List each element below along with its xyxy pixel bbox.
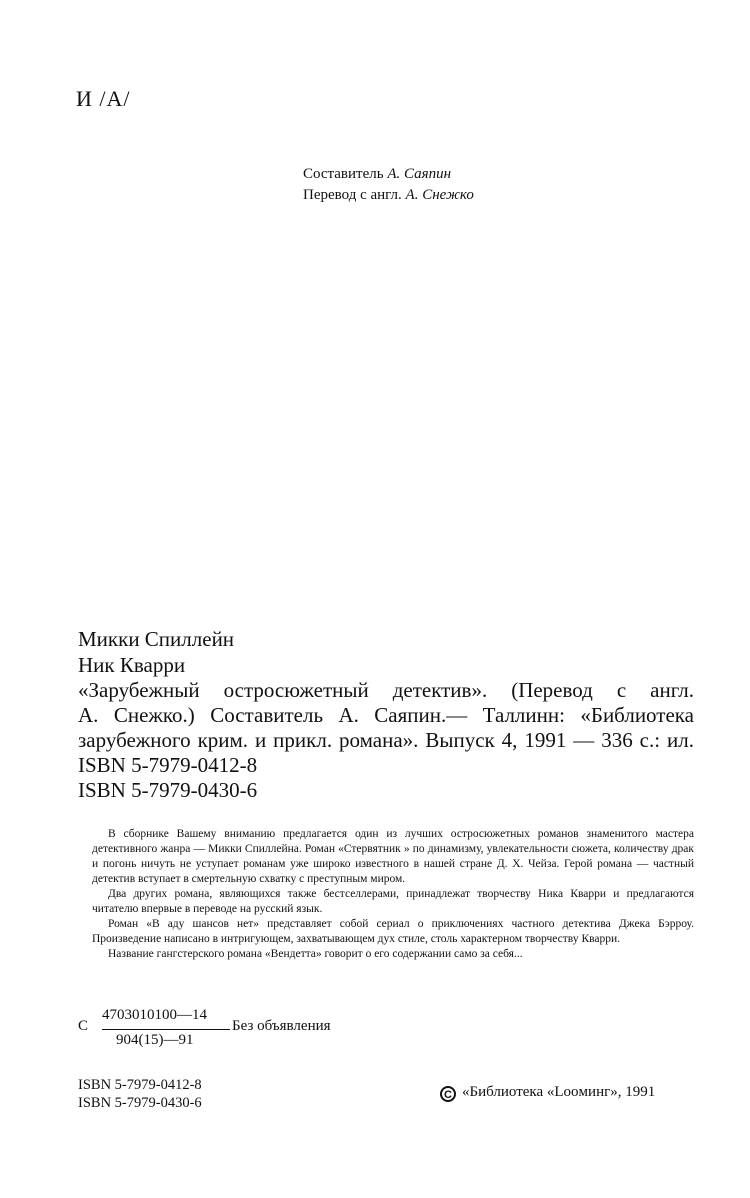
credits-block (303, 164, 474, 206)
compiler-name: А. Саяпин (387, 166, 452, 182)
annotation-paragraph: Два других романа, являющихся также бестселлерами, принадлежат творчеству Ника Кварри и предлагаются читателю впервые в переводе на русский язык. (92, 888, 694, 915)
isbn-line: ISBN 5-7979-0412-8 (78, 753, 258, 777)
copyright-icon: C (440, 1086, 456, 1102)
catalog-code-numerator: 4703010100—14 (102, 1007, 207, 1023)
udc-code: И /А/ (76, 86, 131, 111)
compiler-line (303, 164, 474, 185)
isbn-line: ISBN 5-7979-0430-6 (78, 1095, 202, 1111)
bibliographic-record (78, 678, 694, 803)
annotation-paragraph: В сборнике Вашему вниманию предлагается один из лучших остросюжетных романов знаменитого мастера детективного жанра — Микки Спиллейна. Роман «Стервятник » по динамизму, увлекательности сюжета, количеству драк и погонь ничуть не уступает романам уже широко известного в нашей стране Д. Х. Чейза. Герой романа — частный детектив вступает в смертельную схватку с преступным миром. (92, 828, 694, 885)
isbn-block (78, 1076, 202, 1112)
translator-name: А. Снежко (405, 187, 474, 203)
catalog-code-denominator: 904(15)—91 (116, 1032, 194, 1048)
annotation-block (92, 827, 694, 962)
bibliographic-line: зарубежного крим. и прикл. романа». Выпуск 4, 1991 — 336 с.: ил. (78, 728, 694, 752)
annotation-paragraph: Роман «В аду шансов нет» представляет собой сериал о приключениях частного детектива Джека Бэрроу. Произведение написано в интригующем, захватывающем дух стиле, столь характерном творчеству Кварри. (92, 918, 694, 945)
price-note: Без объявления (232, 1018, 331, 1034)
translator-line (303, 185, 474, 206)
isbn-line: ISBN 5-7979-0430-6 (78, 778, 258, 802)
bibliographic-line: «Зарубежный остросюжетный детектив». (Перевод с англ. (78, 678, 694, 702)
fraction-rule (102, 1029, 230, 1030)
copyright-line (440, 1084, 655, 1102)
authors-block (78, 626, 234, 678)
translation-label: Перевод с англ. (303, 187, 402, 203)
catalog-code-letter: С (78, 1018, 89, 1034)
bibliographic-line: А. Снежко.) Составитель А. Саяпин.— Таллинн: «Библиотека (78, 703, 694, 727)
author-name: Ник Кварри (78, 653, 186, 677)
isbn-line: ISBN 5-7979-0412-8 (78, 1077, 202, 1093)
annotation-paragraph: Название гангстерского романа «Вендетта» говорит о его содержании само за себя... (108, 948, 523, 960)
compiler-label: Составитель (303, 166, 384, 182)
author-name: Микки Спиллейн (78, 627, 235, 651)
copyright-text: «Библиотека «Looминг», 1991 (462, 1084, 656, 1100)
